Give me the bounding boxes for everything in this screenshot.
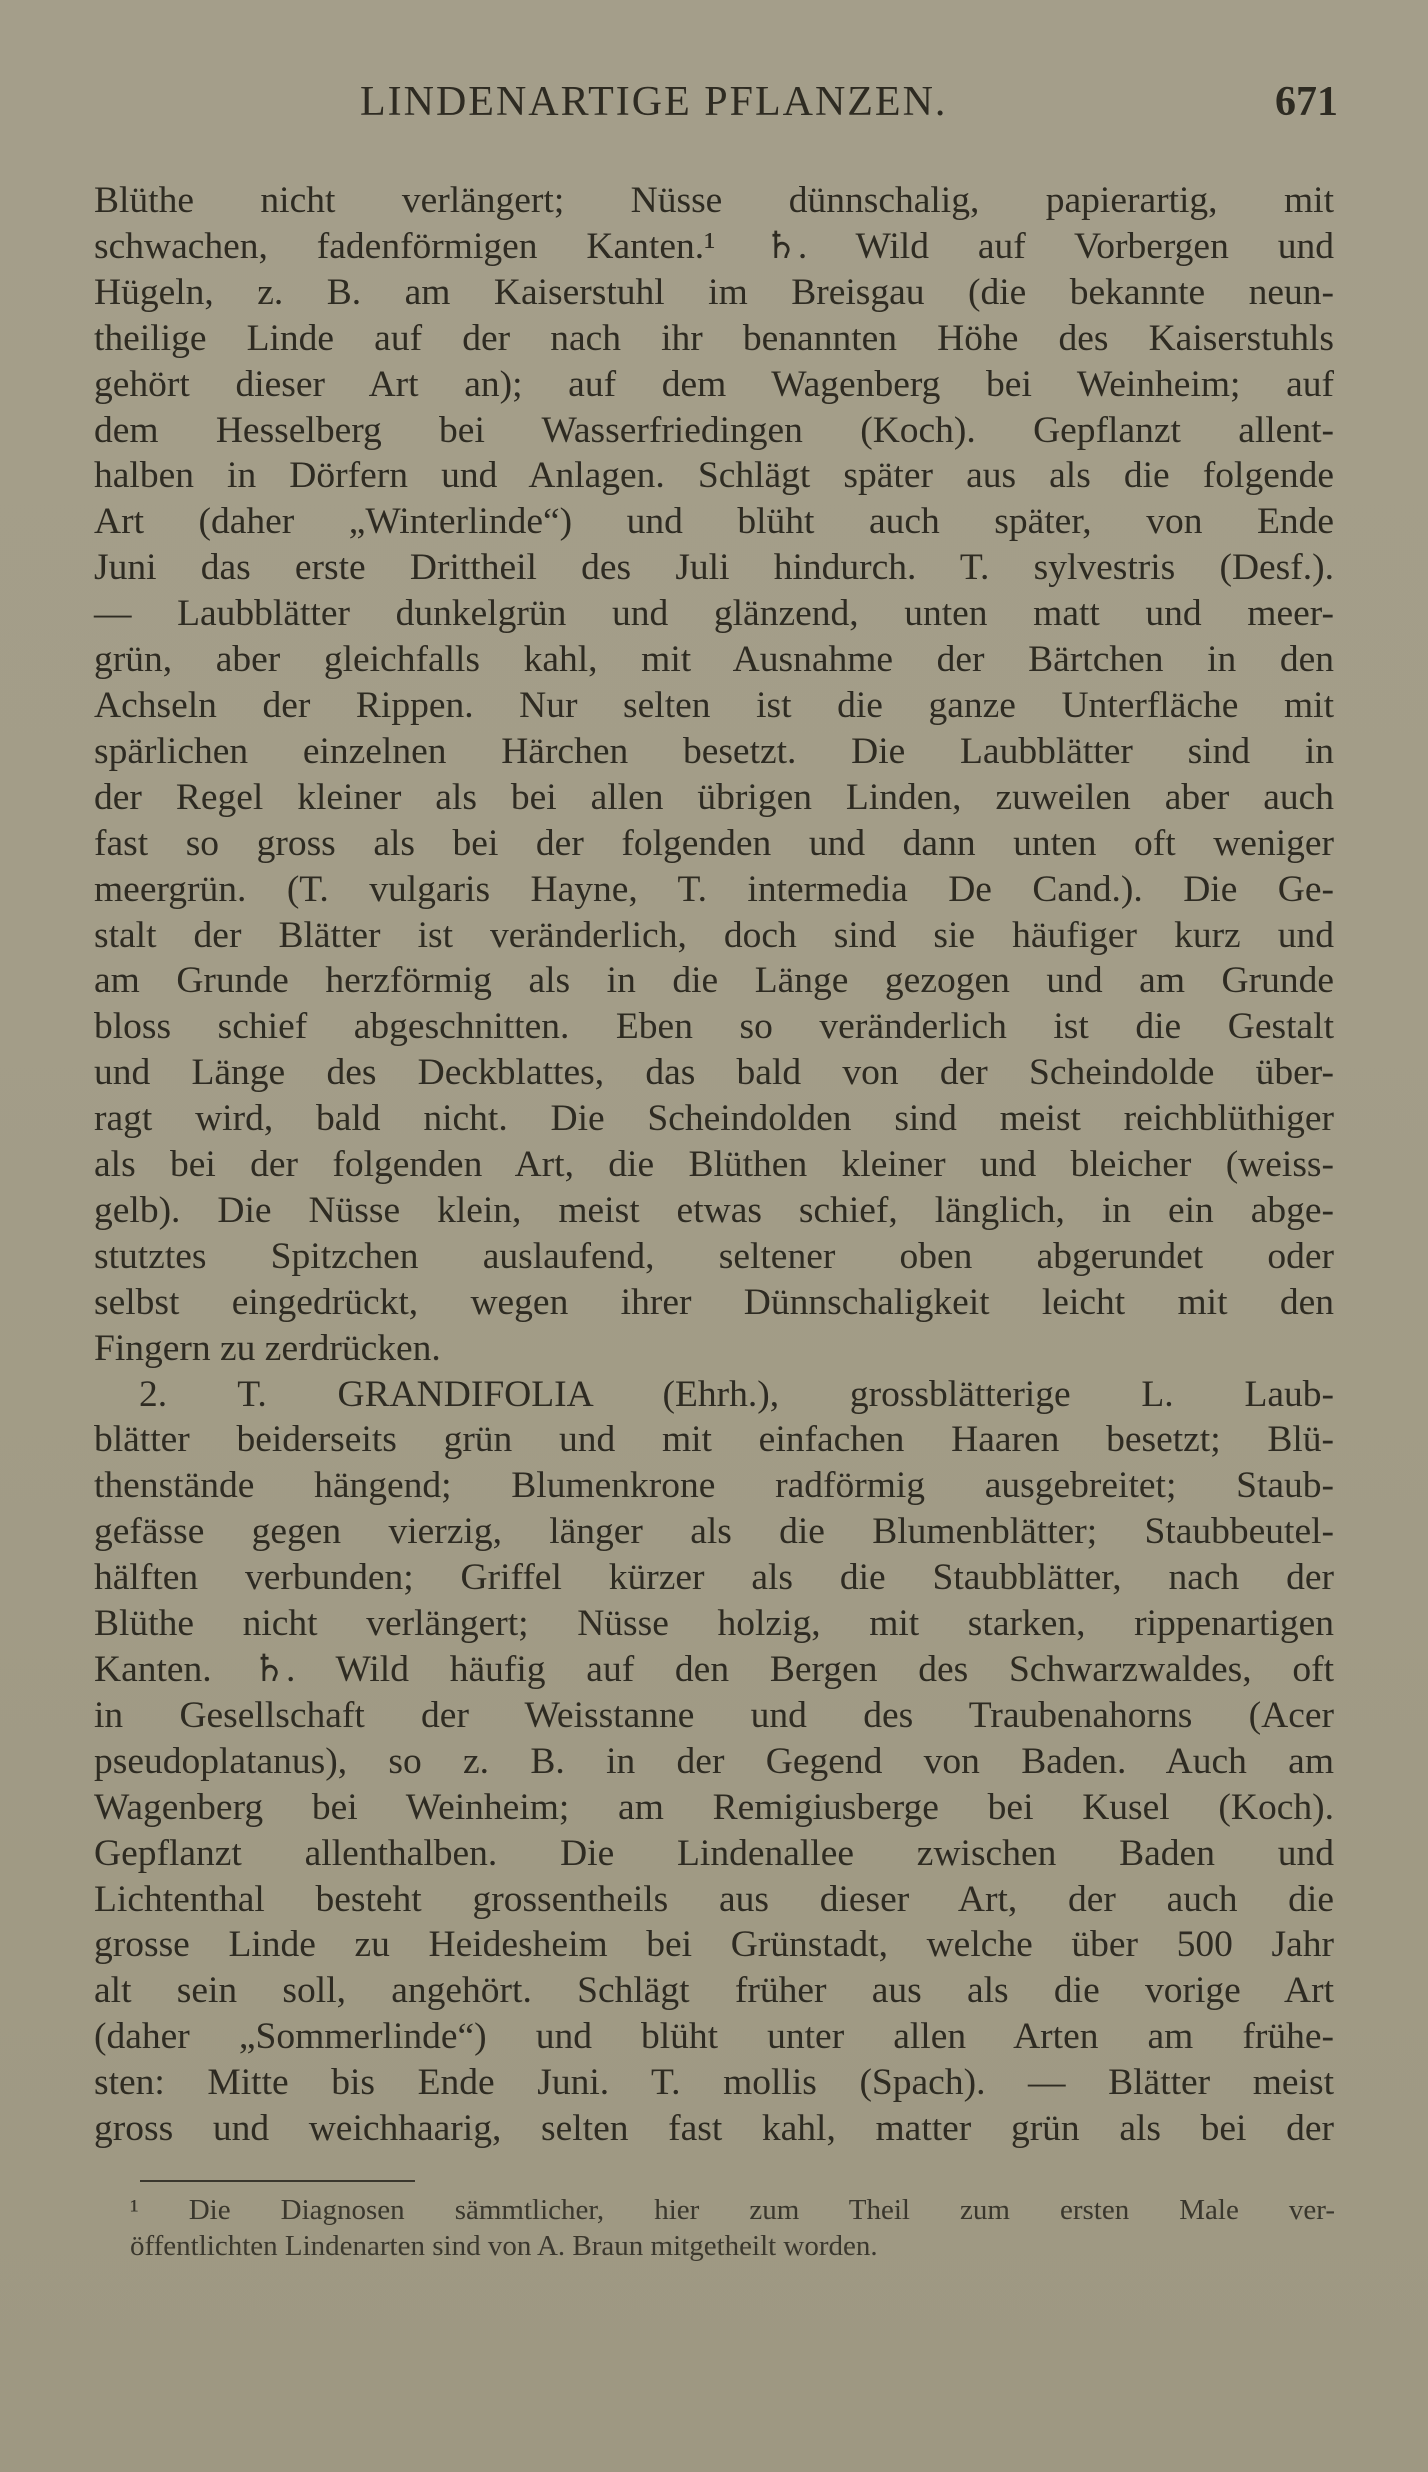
text-line: Achseln der Rippen. Nur selten ist die ganze Unterfläche mit: [94, 684, 1334, 726]
text-line: Gepflanzt allenthalben. Die Lindenallee zwischen Baden und: [94, 1832, 1334, 1874]
page-header: [90, 78, 1338, 138]
text-line: sten: Mitte bis Ende Juni. T. mollis (Spach). — Blätter meist: [94, 2062, 1334, 2104]
page-number: 671: [1275, 79, 1338, 125]
text-line: in Gesellschaft der Weisstanne und des Traubenahorns (Acer: [94, 1694, 1334, 1736]
text-line: theilige Linde auf der nach ihr benannten Höhe des Kaiserstuhls: [94, 317, 1334, 359]
text-line: Wagenberg bei Weinheim; am Remigiusberge bei Kusel (Koch).: [94, 1786, 1334, 1828]
text-line: meergrün. (T. vulgaris Hayne, T. intermedia De Cand.). Die Ge-: [94, 868, 1334, 910]
text-line: bloss schief abgeschnitten. Eben so veränderlich ist die Gestalt: [94, 1006, 1334, 1048]
text-line: am Grunde herzförmig als in die Länge gezogen und am Grunde: [94, 960, 1334, 1002]
footnote: [130, 2192, 1335, 2264]
text-line: stutztes Spitzchen auslaufend, seltener oben abgerundet oder: [94, 1235, 1334, 1277]
body-text: [94, 178, 1334, 2152]
footnote-line: öffentlichten Lindenarten sind von A. Braun mitgetheilt worden.: [130, 2230, 878, 2262]
text-line: Blüthe nicht verlängert; Nüsse holzig, mit starken, rippenartigen: [94, 1603, 1334, 1645]
text-line: halben in Dörfern und Anlagen. Schlägt später aus als die folgende: [94, 455, 1334, 497]
text-line: gross und weichhaarig, selten fast kahl, matter grün als bei der: [94, 2108, 1334, 2150]
footnote-divider: [140, 2180, 415, 2182]
text-line: thenstände hängend; Blumenkrone radförmig ausgebreitet; Staub-: [94, 1465, 1334, 1507]
text-line: der Regel kleiner als bei allen übrigen Linden, zuweilen aber auch: [94, 776, 1334, 818]
text-line: Juni das erste Drittheil des Juli hindurch. T. sylvestris (Desf.).: [94, 547, 1334, 589]
text-line: 2. T. GRANDIFOLIA (Ehrh.), grossblätterige L. Laub-: [139, 1373, 1334, 1415]
text-line: als bei der folgenden Art, die Blüthen kleiner und bleicher (weiss-: [94, 1144, 1334, 1186]
text-line: alt sein soll, angehört. Schlägt früher aus als die vorige Art: [94, 1970, 1334, 2012]
text-line: (daher „Sommerlinde“) und blüht unter allen Arten am frühe-: [94, 2016, 1334, 2058]
text-line: grosse Linde zu Heidesheim bei Grünstadt, welche über 500 Jahr: [94, 1924, 1334, 1966]
text-line: pseudoplatanus), so z. B. in der Gegend von Baden. Auch am: [94, 1740, 1334, 1782]
text-line: selbst eingedrückt, wegen ihrer Dünnschaligkeit leicht mit den: [94, 1281, 1334, 1323]
text-line: — Laubblätter dunkelgrün und glänzend, unten matt und meer-: [94, 593, 1334, 635]
text-line: grün, aber gleichfalls kahl, mit Ausnahme der Bärtchen in den: [94, 639, 1334, 681]
text-line: gehört dieser Art an); auf dem Wagenberg bei Weinheim; auf: [94, 363, 1334, 405]
text-line: Blüthe nicht verlängert; Nüsse dünnschalig, papierartig, mit: [94, 180, 1334, 221]
text-line: spärlichen einzelnen Härchen besetzt. Die Laubblätter sind in: [94, 730, 1334, 772]
text-line: Fingern zu zerdrücken.: [94, 1327, 441, 1369]
running-title: LINDENARTIGE PFLANZEN.: [360, 79, 948, 125]
text-line: Kanten. ♄. Wild häufig auf den Bergen des Schwarzwaldes, oft: [94, 1649, 1334, 1690]
text-line: Lichtenthal besteht grossentheils aus dieser Art, der auch die: [94, 1878, 1334, 1920]
text-line: schwachen, fadenförmigen Kanten.¹ ♄. Wild auf Vorbergen und: [94, 225, 1334, 267]
footnote-line: ¹ Die Diagnosen sämmtlicher, hier zum Theil zum ersten Male ver-: [130, 2194, 1335, 2226]
text-line: ragt wird, bald nicht. Die Scheindolden sind meist reichblüthiger: [94, 1098, 1334, 1140]
text-line: Hügeln, z. B. am Kaiserstuhl im Breisgau (die bekannte neun-: [94, 271, 1334, 313]
text-line: blätter beiderseits grün und mit einfachen Haaren besetzt; Blü-: [94, 1419, 1334, 1461]
text-line: Art (daher „Winterlinde“) und blüht auch später, von Ende: [94, 501, 1334, 543]
text-line: dem Hesselberg bei Wasserfriedingen (Koch). Gepflanzt allent-: [94, 409, 1334, 451]
text-line: und Länge des Deckblattes, das bald von der Scheindolde über-: [94, 1052, 1334, 1094]
text-line: fast so gross als bei der folgenden und dann unten oft weniger: [94, 822, 1334, 864]
text-line: stalt der Blätter ist veränderlich, doch sind sie häufiger kurz und: [94, 914, 1334, 956]
text-line: hälften verbunden; Griffel kürzer als die Staubblätter, nach der: [94, 1557, 1334, 1599]
text-line: gefässe gegen vierzig, länger als die Blumenblätter; Staubbeutel-: [94, 1511, 1334, 1553]
text-line: gelb). Die Nüsse klein, meist etwas schief, länglich, in ein abge-: [94, 1189, 1334, 1231]
